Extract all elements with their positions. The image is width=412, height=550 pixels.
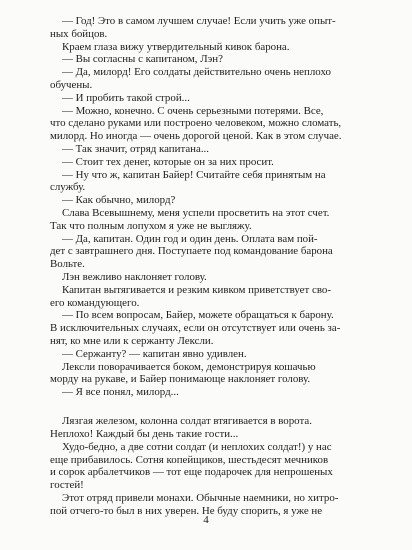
text-line: Худо-бедно, а две сотни солдат (и неплохих солдат!) у нас	[62, 440, 332, 453]
page-number: 4	[203, 514, 209, 526]
text-line: Лязгая железом, колонна солдат втягивается в ворота.	[62, 415, 312, 428]
text-line: ных бойцов.	[50, 27, 108, 40]
text-line: и сорок арбалетчиков — тот еще подарочек для непрошеных	[50, 466, 333, 479]
section-break	[50, 399, 374, 415]
text-line: — По всем вопросам, Байер, можете обращаться к барону.	[62, 309, 334, 322]
text-line: В исключительных случаях, если он отсутствует или очень за-	[50, 322, 341, 335]
text-line: Неплохо! Каждый бы день такие гости...	[50, 428, 239, 441]
text-line: Капитан вытягивается и резким кивком приветствует сво-	[62, 283, 331, 296]
text-line: — Я все понял, милорд...	[62, 386, 179, 399]
text-line: Этот отряд привели монахи. Обычные наемники, но хитро-	[62, 492, 339, 505]
text-line: — Так значит, отряд капитана...	[62, 142, 210, 155]
body-text	[50, 15, 374, 518]
text-line: — Ну что ж, капитан Байер! Считайте себя принятым на	[62, 168, 326, 181]
text-line: — Вы согласны с капитаном, Лэн?	[62, 53, 223, 66]
text-line: Краем глаза вижу утвердительный кивок барона.	[62, 40, 290, 53]
text-line: Вольте.	[50, 258, 85, 271]
text-line: — Да, милорд! Его солдаты действительно очень неплохо	[62, 66, 331, 79]
text-line: — Да, капитан. Один год и один день. Оплата вам пой-	[62, 232, 318, 245]
text-line: — Сержанту? — капитан явно удивлен.	[62, 347, 247, 360]
text-line: нят, ко мне или к сержанту Лексли.	[50, 334, 214, 347]
text-line: дет с завтрашнего дня. Поступаете под командование барона	[50, 245, 333, 258]
text-line: Лэн вежливо наклоняет голову.	[62, 270, 207, 283]
text-line: еще прибавилось. Сотня копейщиков, шестьдесят мечников	[50, 453, 329, 466]
text-line: пой отчего-то был в них уверен. Не буду спорить, я уже не	[50, 504, 323, 517]
text-line: — Год! Это в самом лучшем случае! Если учить уже опыт-	[62, 15, 336, 27]
text-line: — И пробить такой строй...	[62, 91, 190, 104]
text-line: его командующего.	[50, 296, 140, 309]
text-line: что сделано руками или построено человеком, можно сломать,	[50, 117, 342, 130]
text-line: гостей!	[50, 479, 84, 492]
text-line: — Стоит тех денег, которые он за них просит.	[62, 155, 274, 168]
text-line: милорд. Но иногда — очень дорогой ценой. Как в этом случае.	[50, 130, 342, 143]
text-line: — Как обычно, милорд?	[62, 194, 176, 207]
text-line: морду на рукаве, и Байер понимающе наклоняет голову.	[50, 373, 311, 386]
text-line: обучены.	[50, 78, 93, 91]
text-line: Так что полным лопухом я уже не выгляжу.	[50, 219, 252, 232]
text-line: Слава Всевышнему, меня успели просветить на этот счет.	[62, 206, 330, 219]
text-line: — Можно, конечно. С очень серьезными потерями. Все,	[62, 104, 324, 117]
text-line: службу.	[50, 181, 86, 194]
text-line: Лексли поворачивается боком, демонстрируя кошачью	[62, 360, 316, 373]
